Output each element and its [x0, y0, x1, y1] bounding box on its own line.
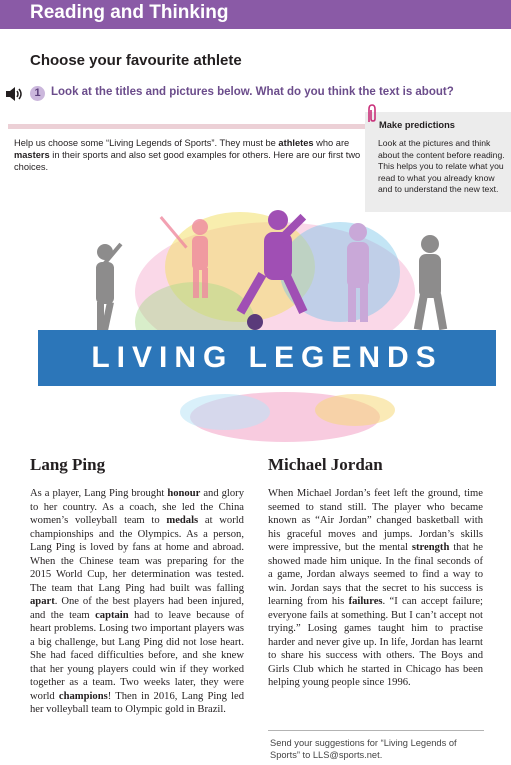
question-number-badge: 1	[30, 86, 45, 101]
article-title-lang-ping: Lang Ping	[30, 455, 106, 474]
keyword-apart: apart	[30, 596, 55, 607]
paperclip-icon	[366, 104, 378, 129]
athletes-illustration	[60, 172, 480, 452]
send-suggestions-note: Send your suggestions for “Living Legends of Sports” to LLS@sports.net.	[270, 738, 457, 760]
baseball-player-silhouette	[96, 243, 122, 336]
keyword-strength: strength	[411, 542, 450, 553]
predict-tip-body: Look at the pictures and think about the content before reading. This helps you to relate what you read to what you already know and to understand the new text.	[378, 138, 505, 195]
question-row	[6, 86, 506, 104]
keyword-masters: masters	[14, 150, 50, 160]
intro-divider	[8, 124, 370, 129]
speaker-icon[interactable]	[6, 87, 26, 101]
keyword-athletes: athletes	[278, 138, 314, 148]
question-text: Look at the titles and pictures below. What do you think the text is about?	[51, 86, 454, 98]
keyword-medals: medals	[166, 515, 199, 526]
article-body-lang-ping: As a player, Lang Ping brought honour and glory to her country. As a coach, she led the China women’s volleyball team to medals at world championships and the Olympics. As a person, Lang Ping is loved by fans at home and abroad. When the Chinese team was preparing for the 2015 World Cup, her determination was tested. The team that Lang Ping had built was falling apart. One of the best players had been injured, and the team captain had to leave because of heart problems. Losing two important players was a big challenge, but Lang Ping did not lose heart. She had faced difficulties before, and she knew that her young players could win if they worked together as a team. Two weeks later, they were world champions! Then in 2016, Lang Ping led her volleyball team to Olympic gold in Brazil.	[30, 488, 244, 715]
keyword-failures: failures	[348, 596, 383, 607]
keyword-captain: captain	[95, 609, 129, 621]
keyword-champions: champions	[58, 690, 108, 702]
keyword-honour: honour	[167, 488, 201, 499]
footer-divider	[268, 730, 484, 731]
predict-tip-title: Make predictions	[379, 120, 455, 130]
article-title-michael-jordan: Michael Jordan	[268, 455, 383, 474]
page-title: Reading and Thinking	[30, 2, 229, 23]
section-title: Choose your favourite athlete	[30, 52, 242, 69]
runner-silhouette	[414, 235, 447, 330]
article-body-michael-jordan: When Michael Jordan’s feet left the ground, time seemed to stand still. The player who became known as “Air Jordan” changed basketball with his graceful moves and jumps. Jordan’s skills were impressive, but the mental strength that he showed made him unique. In the final seconds of a game, Jordan always seemed to find a way to win. Jordan says that the secret to his success is learning from his failures. “I can accept failure; everyone fails at something. But I can’t accept not trying.” Losing games taught him to practise harder and never give up. In life, Jordan has learnt to share his success with others. The Boys and Girls Club which he started in Chicago has been helping young people since 1996.	[268, 488, 483, 688]
banner-title: LIVING LEGENDS	[91, 341, 443, 374]
intro-paragraph: Help us choose some “Living Legends of Sports”. They must be athletes who are masters in their sports and also set good examples for others. Here are our first two choices.	[14, 138, 361, 172]
